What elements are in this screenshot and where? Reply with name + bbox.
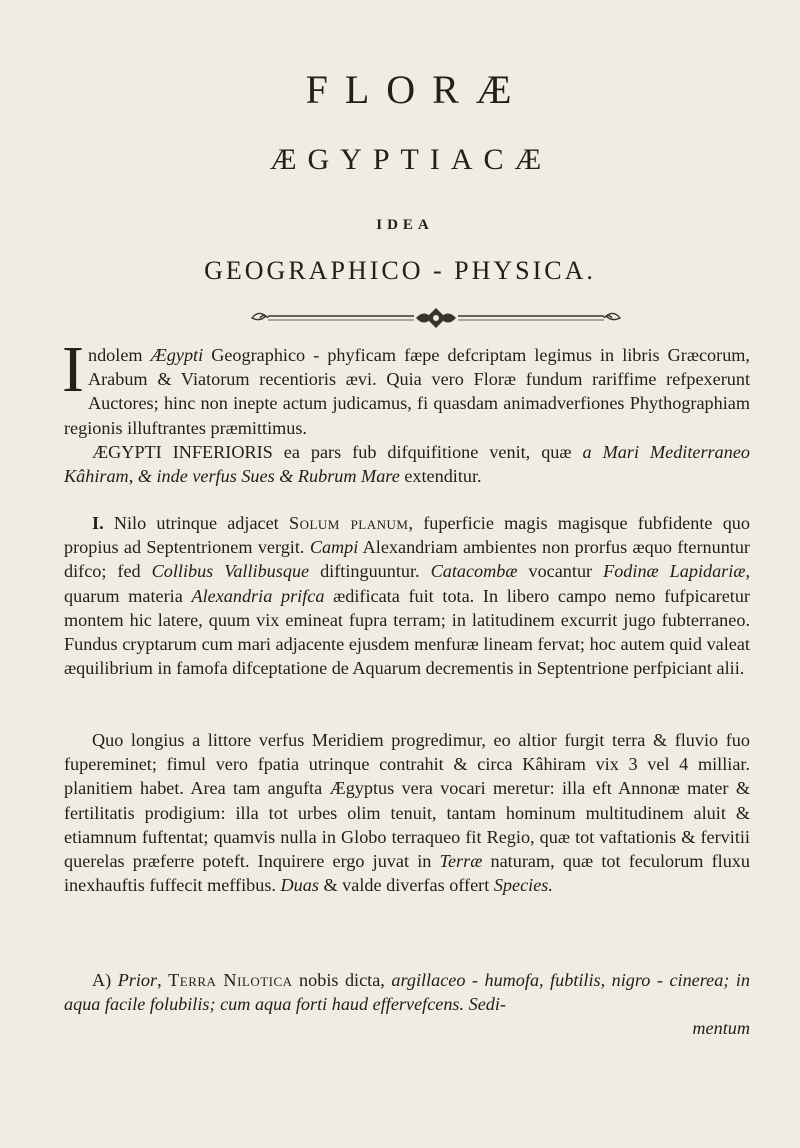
p4-text-c: naturam, quæ tot feculorum fluxu inexhauftis fuffecit meffibus. (64, 851, 750, 896)
p5-prior: Prior (117, 970, 158, 990)
paragraph-aegypti-inferioris (64, 440, 750, 488)
p2-italic-d: & inde verfus Sues & Rubrum Mare (137, 466, 400, 487)
catchword (64, 1016, 750, 1040)
catchword-text: mentum (692, 1018, 750, 1039)
p2-text-e: extenditur. (399, 466, 482, 487)
title-florae: FLORÆ (305, 67, 529, 112)
p4-terrae: Terræ (439, 851, 483, 872)
p3-fodinae: Fodinæ Lapidariæ (603, 561, 746, 582)
p3-campi: Campi (309, 537, 359, 558)
p2-italic-b: a Mari Mediterraneo Kâhiram (64, 442, 750, 487)
drop-cap: I (62, 333, 84, 406)
p4-species: Species. (493, 875, 553, 896)
p5-description: argillaceo - humofa, fubtilis, nigro - cinerea; in aqua facile folubilis; cum aqua forti haud effervefcens. Sedi- (64, 970, 750, 1015)
p2-text-c: , (128, 466, 138, 487)
p3-text-a: Nilo utrinque adjacet (103, 513, 289, 533)
p4-text-e: & valde diverfas offert (318, 875, 494, 896)
p3-text-f: diftinguuntur. (309, 561, 431, 582)
paragraph-solum-planum (64, 511, 750, 680)
p4-text-a: Quo longius a littore verfus Meridiem progredimur, eo altior furgit terra & fluvio fuo fupereminet; fimul vero fpatia utrinque contrahit & circa Kâhiram vix 3 vel 4 milliar. planitiem habet. Area tam angufta Ægyptus vera vocari meretur: illa eft Annonæ mater & fertilitatis prodigium: illa tot urbes olim tenuit, tantam hominum multitudinem aluit & etiamnum fuftentat; quamvis nulla in Globo terraqueo fit Regio, quæ tot vaftationis & fervitii querelas præferre poteft. Inquirere ergo juvat in (64, 730, 750, 872)
p2-text-a: ÆGYPTI INFERIORIS ea pars fub difquifitione venit, quæ (92, 442, 583, 462)
paragraph-terra (64, 728, 750, 897)
paragraph-intro (62, 333, 750, 440)
p3-catacombae: Catacombæ (430, 561, 518, 582)
ornament-divider-icon (246, 306, 626, 330)
title-idea: IDEA (376, 217, 434, 233)
p3-text-l: ædificata fuit tota. In libero campo nemo fufpicaretur montem hic latere, quum vix emineat fupra terram; in latitudinem excurrit jugo fubterraneo. Fundus cryptarum cum mari adjacente ejusdem menfuræ lineam fervat; hoc autem quid valeat æquilibrium in famofa difceptatione de Aquarum decrementis in Septentrione perfpiciant alii. (64, 585, 750, 679)
p4-duas: Duas (280, 875, 319, 896)
p3-alexandria: Alexandria prifca (191, 585, 325, 606)
p5-text-c: , (157, 970, 169, 990)
section-number-1: I. (92, 513, 104, 533)
p5-text-d: nobis dicta, (292, 970, 392, 990)
intro-text-c: Geographico - phyficam fæpe defcriptam legimus in libris Græcorum, Arabum & Viatorum recentioris ævi. Quia vero Floræ fundum rariffime refpexerunt Auctores; hinc non inepte actum judicamus, fi quasdam animadverfiones Phythographiam regionis illuftrantes præmittimus. (64, 345, 750, 438)
intro-text-a: ndolem (87, 345, 151, 365)
title-aegyptiacae: ÆGYPTIACÆ (269, 143, 553, 176)
p3-collibus: Collibus Vallibusque (151, 561, 310, 582)
solum-planum: Solum planum (288, 513, 409, 533)
title-geographico-physica: GEOGRAPHICO - PHYSICA. (204, 256, 596, 285)
terra-nilotica: Terra Nilotica (168, 970, 293, 990)
intro-aegypti: Ægypti (150, 345, 204, 365)
p3-text-h: vocantur (517, 561, 604, 582)
paragraph-terra-nilotica (64, 968, 750, 1041)
p3-text-b: , fuperficie magis magisque fubfidente quo propius ad Septentrionem vergit. (64, 513, 750, 558)
p5-label-a: A) (92, 970, 118, 990)
p3-text-d: Alexandriam ambientes non prorfus æquo fternuntur difco; fed (64, 537, 750, 582)
p3-text-j: , quarum materia (64, 561, 750, 606)
